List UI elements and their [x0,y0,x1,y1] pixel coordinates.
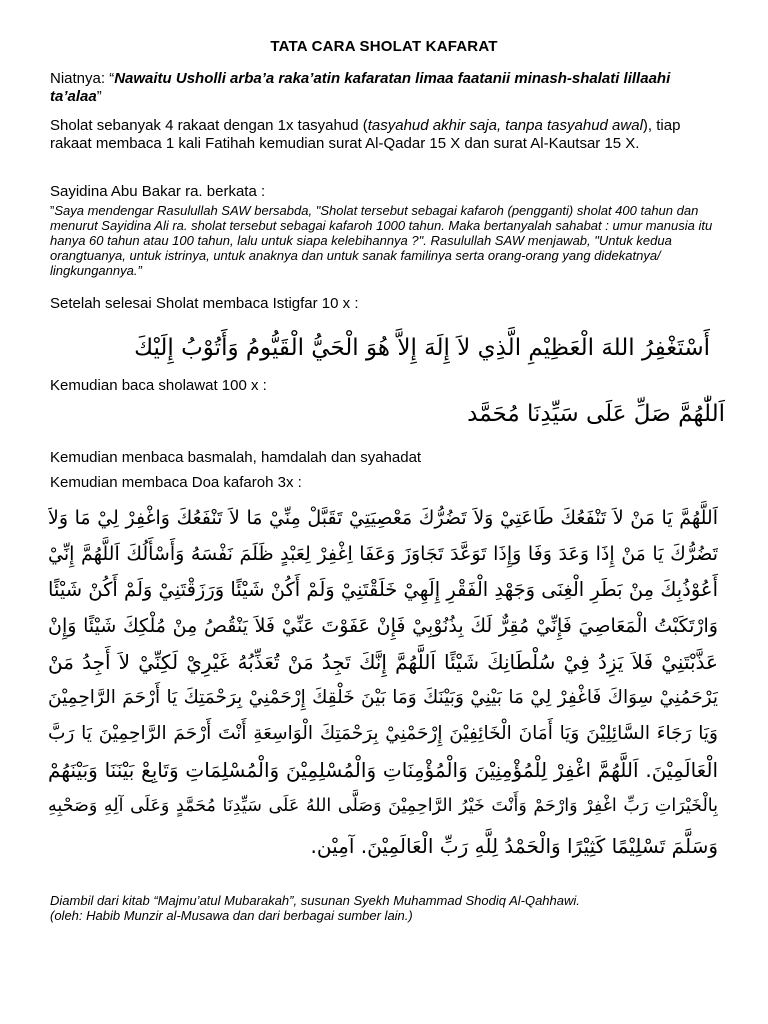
rakaat-italic: tasyahud akhir saja, tanpa tasyahud awal [367,117,643,134]
source-footer [50,893,730,923]
page-title: TATA CARA SHOLAT KAFARAT [270,38,498,55]
doa-line: عَذَّبْتَنِيْ فَلاَ يَزِدُ فِيْ سُلْطَانِكَ شَيْئًا اَللَّهُمَّ إِنَّكَ تَجِدُ مَنْ تُعَذِّبُهُ غَيْرِيْ لَكِنِّيْ لاَ أَجِدُ مَنْ [48,650,718,674]
doa-line: وَيَا رَجَاءَ السَّائِلِيْنَ وَيَا أَمَانَ الْخَائِفِيْنَ إِرْحَمْنِيْ بِرَحْمَتِكَ الْوَاسِعَةِ أَنْتَ أَرْحَمَ الرَّاحِمِيْنَ يَا رَبَّ [48,723,718,744]
rakaat-part1: Sholat sebanyak 4 rakaat dengan 1x tasyahud ( [50,117,368,134]
sholawat-heading: Kemudian baca sholawat 100 x : [50,377,267,394]
abubakar-heading: Sayidina Abu Bakar ra. berkata : [50,183,266,200]
doa-line: الْعَالَمِيْنَ. اَللَّهُمَّ اغْفِرْ لِلْمُؤْمِنِيْنَ وَالْمُؤْمِنَاتِ وَالْمُسْلِمِيْنَ وَالْمُسْلِمَاتِ وَتَابِعْ بَيْنَنَا وَبَيْنَهُمْ [48,758,718,782]
doa-heading: Kemudian membaca Doa kafaroh 3x : [50,474,302,491]
doa-line: تَضُرُّكَ يَا مَنْ إِذَا وَعَدَ وَفَا وَإِذَا تَوَعَّدَ تَجَاوَزَ وَعَفَا اِغْفِرْ لِعَبْدٍ ظَلَمَ نَفْسَهُ وَأَسْأَلُكَ اَللَّهُمَّ إِنِّيْ [48,543,718,565]
footer-line-2: (oleh: Habib Munzir al-Musawa dan dari berbagai sumber lain.) [50,908,413,923]
niat-paragraph [50,70,720,106]
niat-text: Nawaitu Usholli arba’a raka’atin kafaratan limaa faatanii minash-shalati lillaahi ta’alaa [50,70,671,105]
sholawat-arabic: اَللّٰهُمَّ صَلِّ عَلَى سَيِّدِنَا مُحَمَّد [467,401,725,427]
footer-line-1 [50,893,730,908]
abubakar-quote [50,203,720,278]
istigfar-heading: Setelah selesai Sholat membaca Istigfar 10 x : [50,295,359,312]
abubakar-quote-open: ” [50,203,55,218]
footer-author-name: Qahhawi. [524,893,580,908]
basmalah-line: Kemudian menbaca basmalah, hamdalah dan syahadat [50,449,422,466]
abubakar-quote-text: Saya mendengar Rasulullah SAW bersabda, "Sholat tersebut sebagai kafaroh (pengganti) sholat 400 tahun dan menurut Sayidina Ali ra. sholat tersebut sebagai kafaroh 1000 tahun. Maka bertanyalah sahabat : umur manusia itu hanya 60 tahun atau 100 tahun, lalu untuk siapa kelebihannya ?". Rasulullah SAW menjawab, "Untuk kedua orangtuanya, untuk istrinya, untuk anaknya dan untuk sanak familinya serta orang-orang yang didekatnya/ lingkungannya.” [50,203,713,278]
doa-line: وَسَلَّمَ تَسْلِيْمًا كَثِيْرًا وَالْحَمْدُ لِلَّهِ رَبِّ الْعَالَمِيْنَ. آمِيْن. [310,834,718,858]
niat-close: ” [96,88,102,105]
doa-line: يَرْحَمُنِيْ سِوَاكَ فَاغْفِرْ لِيْ مَا بَيْنِيْ وَبَيْنَكَ وَمَا بَيْنَ خَلْقِكَ إِرْحَمْنِيْ بِرَحْمَتِكَ يَا أَرْحَمَ الرَّاحِمِيْنَ [48,687,718,708]
niat-label: Niatnya: “ [50,70,115,87]
footer-source: Diambil dari kitab “Majmu’atul Mubarakah”, susunan Syekh Muhammad Shodiq Al- [50,893,525,908]
doa-line: أَعُوْذُبِكَ مِنْ بَطَرِ الْغِنَى وَجَهْدِ الْفَقْرِ إِلَهِيْ خَلَقْتَنِيْ وَلَمْ أَكُنْ شَيْئًا وَرَزَقْتَنِيْ وَلَمْ أَكُنْ شَيْئًا [48,578,718,601]
istigfar-arabic: أَسْتَغْفِرُ اللهَ الْعَظِيْمِ الَّذِي لاَ إِلَهَ إِلاَّ هُوَ الْحَيُّ الْقَيُّومُ وَأَتُوْبُ إِلَيْكَ [134,335,710,361]
doa-line: وَارْتَكَبْتُ الْمَعَاصِيَ فَإِنِّيْ مُقِرٌّ لَكَ بِذُنُوْبِيْ فَإِنْ عَفَوْتَ عَنِّيْ فَلاَ يَنْقُصُ مِنْ مُلْكِكَ شَيْئًا وَإِنْ [48,615,718,637]
rakaat-part2: ), tiap rakaat membaca 1 kali Fatihah kemudian surat Al-Qadar 15 X dan surat Al-Kautsar 15 X. [50,117,681,152]
doa-line: بِالْخَيْرَاتِ رَبِّ اغْفِرْ وَارْحَمْ وَأَنْتَ خَيْرُ الرَّاحِمِيْنَ وَصَلَّى اللهُ عَلَى سَيِّدِنَا مُحَمَّدٍ وَعَلَى آلِهِ وَصَحْبِهِ [48,796,718,816]
rakaat-paragraph [50,117,720,153]
doa-line: اَللَّهُمَّ يَا مَنْ لاَ تَنْفَعُكَ طَاعَتِيْ وَلاَ تَضُرُّكَ مَعْصِيَتِيْ تَقَبَّلْ مِنِّيْ مَا لاَ تَنْفَعُكَ وَاغْفِرْ لِيْ مَا وَلاَ [48,507,718,529]
